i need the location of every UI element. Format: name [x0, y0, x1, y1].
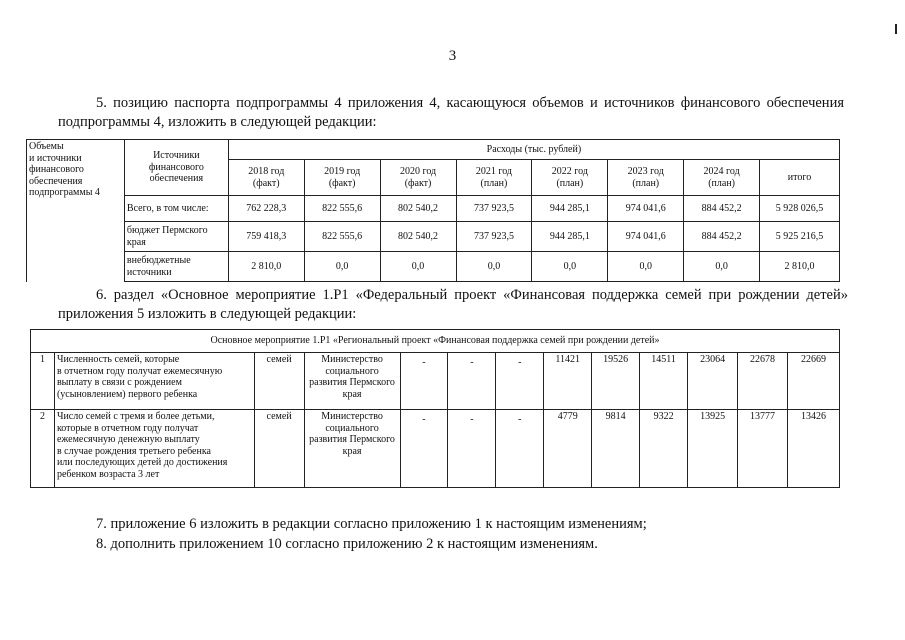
executor: Министерство социального развития Пермского края	[304, 410, 400, 488]
column-header: 2023 год (план)	[608, 160, 684, 196]
paragraph-5: 5. позицию паспорта подпрограммы 4 приложения 4, касающуюся объемов и источников финансового обеспечения подпрограммы 4, изложить в следующей редакции:	[58, 95, 844, 130]
scan-edge-mark	[895, 24, 897, 34]
cell-dash: -	[448, 353, 496, 410]
indicator-name: Число семей с тремя и более детьми, которые в отчетном году получат ежемесячную денежную выплату в случае рождения третьего ребенка или последующих детей до достижения ребенком возраста 3 лет	[54, 410, 254, 488]
column-header: 2020 год (факт)	[380, 160, 456, 196]
cell-value: 0,0	[684, 252, 760, 282]
cell-value: 13777	[738, 410, 788, 488]
cell-value: 944 285,1	[532, 222, 608, 252]
paragraph-6: 6. раздел «Основное мероприятие 1.Р1 «Федеральный проект «Финансовая поддержка семей при рождении детей» приложения 5 изложить в следующей редакции:	[58, 287, 848, 322]
financing-side-label: Объемы и источники финансового обеспечения подпрограммы 4	[27, 140, 125, 282]
cell-value: 13426	[787, 410, 839, 488]
cell-value: 884 452,2	[684, 222, 760, 252]
column-header: 2019 год (факт)	[304, 160, 380, 196]
cell-value: 759 418,3	[228, 222, 304, 252]
column-header: 2021 год (план)	[456, 160, 532, 196]
measure-header: Основное мероприятие 1.Р1 «Региональный проект «Финансовая поддержка семей при рождении детей»	[31, 330, 840, 353]
row-number: 2	[31, 410, 55, 488]
cell-value: 4779	[544, 410, 592, 488]
cell-value: 2 810,0	[760, 252, 840, 282]
expenses-header: Расходы (тыс. рублей)	[228, 140, 839, 160]
table-row	[31, 353, 840, 410]
cell-value: 2 810,0	[228, 252, 304, 282]
cell-value: 13925	[688, 410, 738, 488]
cell-dash: -	[400, 410, 448, 488]
cell-value: 23064	[688, 353, 738, 410]
sources-header: Источники финансового обеспечения	[124, 140, 228, 196]
row-label: Всего, в том числе:	[124, 196, 228, 222]
cell-value: 944 285,1	[532, 196, 608, 222]
cell-value: 737 923,5	[456, 222, 532, 252]
cell-value: 0,0	[608, 252, 684, 282]
cell-value: 974 041,6	[608, 222, 684, 252]
cell-value: 762 228,3	[228, 196, 304, 222]
unit: семей	[254, 410, 304, 488]
cell-value: 974 041,6	[608, 196, 684, 222]
paragraph-7: 7. приложение 6 изложить в редакции согласно приложению 1 к настоящим изменениям;	[96, 516, 647, 532]
cell-value: 884 452,2	[684, 196, 760, 222]
executor: Министерство социального развития Пермского края	[304, 353, 400, 410]
table-row	[27, 196, 840, 222]
table-row	[27, 252, 840, 282]
cell-dash: -	[496, 353, 544, 410]
cell-value: 11421	[544, 353, 592, 410]
cell-value: 822 555,6	[304, 222, 380, 252]
column-header: итого	[760, 160, 840, 196]
row-label: бюджет Пермского края	[124, 222, 228, 252]
cell-value: 22678	[738, 353, 788, 410]
table-row	[27, 222, 840, 252]
column-header: 2018 год (факт)	[228, 160, 304, 196]
cell-value: 802 540,2	[380, 196, 456, 222]
cell-value: 19526	[592, 353, 640, 410]
cell-dash: -	[496, 410, 544, 488]
page-number: 3	[448, 48, 457, 64]
cell-value: 9814	[592, 410, 640, 488]
cell-value: 0,0	[532, 252, 608, 282]
cell-value: 822 555,6	[304, 196, 380, 222]
cell-value: 14511	[640, 353, 688, 410]
cell-value: 22669	[787, 353, 839, 410]
cell-dash: -	[448, 410, 496, 488]
cell-value: 5 928 026,5	[760, 196, 840, 222]
unit: семей	[254, 353, 304, 410]
cell-value: 5 925 216,5	[760, 222, 840, 252]
table-row	[31, 410, 840, 488]
cell-value: 9322	[640, 410, 688, 488]
column-header: 2022 год (план)	[532, 160, 608, 196]
row-number: 1	[31, 353, 55, 410]
paragraph-8: 8. дополнить приложением 10 согласно приложению 2 к настоящим изменениям.	[96, 536, 598, 552]
financing-table	[26, 139, 840, 282]
row-label: внебюджетные источники	[124, 252, 228, 282]
cell-value: 737 923,5	[456, 196, 532, 222]
measure-table	[30, 329, 840, 488]
cell-value: 802 540,2	[380, 222, 456, 252]
cell-value: 0,0	[380, 252, 456, 282]
column-header: 2024 год (план)	[684, 160, 760, 196]
cell-value: 0,0	[456, 252, 532, 282]
cell-dash: -	[400, 353, 448, 410]
cell-value: 0,0	[304, 252, 380, 282]
indicator-name: Численность семей, которые в отчетном году получат ежемесячную выплату в связи с рождением (усыновлением) первого ребенка	[54, 353, 254, 410]
